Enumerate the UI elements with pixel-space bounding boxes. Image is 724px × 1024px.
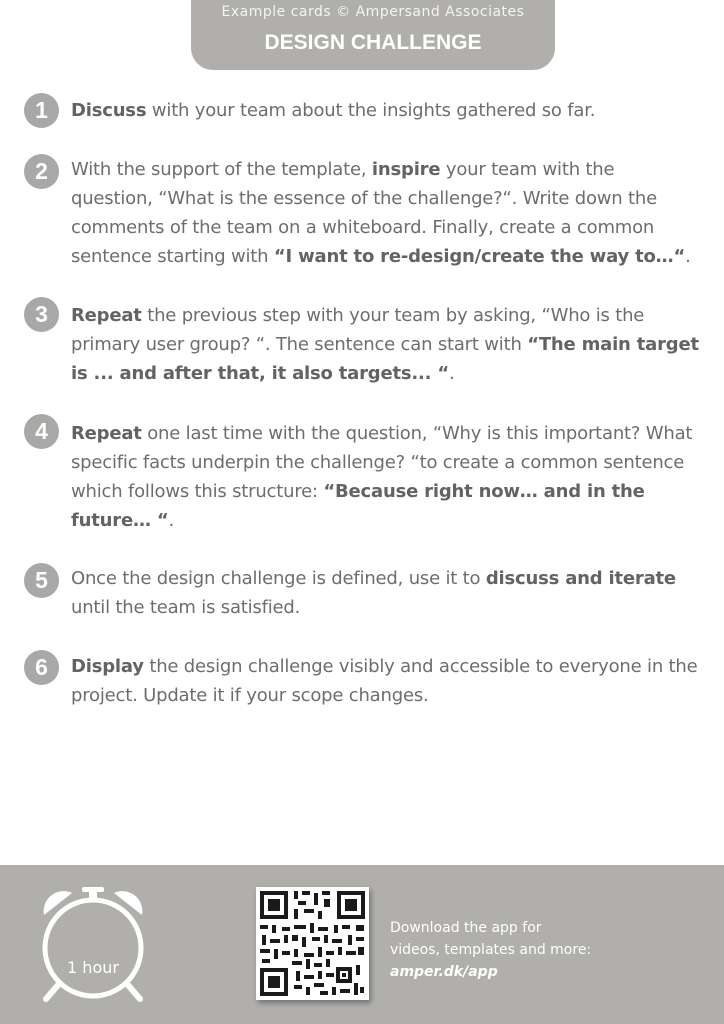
step-5-segment-3: until the team is satisfied. — [71, 597, 301, 618]
step-text-4 — [71, 419, 701, 535]
download-link[interactable]: amper.dk/app — [390, 964, 498, 980]
step-number-2: 2 — [24, 154, 59, 189]
step-4-segment-2: one last time with the question, “Why is this important? What specific facts underpin the challenge? “to create a common sentence which follows this structure: — [71, 423, 693, 502]
step-1-segment-1: Discuss — [71, 100, 147, 121]
step-2-segment-3: your team with the question, “What is the essence of the challenge?“. Write down the comments of the team on a whiteboard. Finally, create a common sentence starting with — [71, 159, 657, 267]
step-3-segment-4: . — [449, 363, 455, 384]
step-text-3 — [71, 301, 701, 388]
step-6-segment-2: the design challenge visibly and accessible to everyone in the project. Update it if your scope changes. — [71, 656, 698, 706]
step-number-3: 3 — [24, 297, 59, 332]
step-number-6: 6 — [24, 650, 59, 685]
step-3-segment-2: the previous step with your team by asking, “Who is the primary user group? “. The sentence can start with — [71, 305, 645, 355]
step-5-segment-1: Once the design challenge is defined, use it to — [71, 568, 486, 589]
header-credit: Example cards © Ampersand Associates — [221, 4, 525, 20]
page-title: DESIGN CHALLENGE — [264, 31, 482, 54]
alarm-clock-icon — [36, 885, 150, 1005]
footer-bar — [0, 865, 724, 1024]
step-text-6 — [71, 652, 701, 710]
step-4-segment-4: . — [168, 510, 174, 531]
step-number-4: 4 — [24, 414, 59, 449]
download-line-1: Download the app for — [390, 920, 542, 936]
step-number-5: 5 — [24, 563, 59, 598]
download-line-2: videos, templates and more: — [390, 942, 592, 958]
download-info — [390, 917, 630, 983]
step-text-1 — [71, 96, 701, 125]
step-3-segment-3: “The main target is ... and after that, it also targets... “ — [71, 334, 699, 384]
step-3-segment-1: Repeat — [71, 305, 142, 326]
step-2-segment-4: “I want to re-design/create the way to…“ — [273, 246, 686, 267]
timer-label: 1 hour — [67, 958, 119, 977]
step-number-1: 1 — [24, 93, 59, 128]
qr-code[interactable] — [256, 887, 369, 1000]
qr-code-icon — [256, 887, 369, 1000]
step-2-segment-1: With the support of the template, — [71, 159, 372, 180]
step-2-segment-5: . — [685, 246, 691, 267]
step-4-segment-1: Repeat — [71, 423, 142, 444]
step-5-segment-2: discuss and iterate — [485, 568, 676, 589]
step-text-2 — [71, 155, 701, 271]
step-text-5 — [71, 564, 701, 622]
step-2-segment-2: inspire — [371, 159, 441, 180]
step-4-segment-3: “Because right now… and in the future… “ — [71, 481, 645, 531]
step-1-segment-2: with your team about the insights gathered so far. — [146, 100, 596, 121]
step-6-segment-1: Display — [71, 656, 144, 677]
timer — [36, 885, 150, 1005]
header-tab — [191, 0, 555, 70]
